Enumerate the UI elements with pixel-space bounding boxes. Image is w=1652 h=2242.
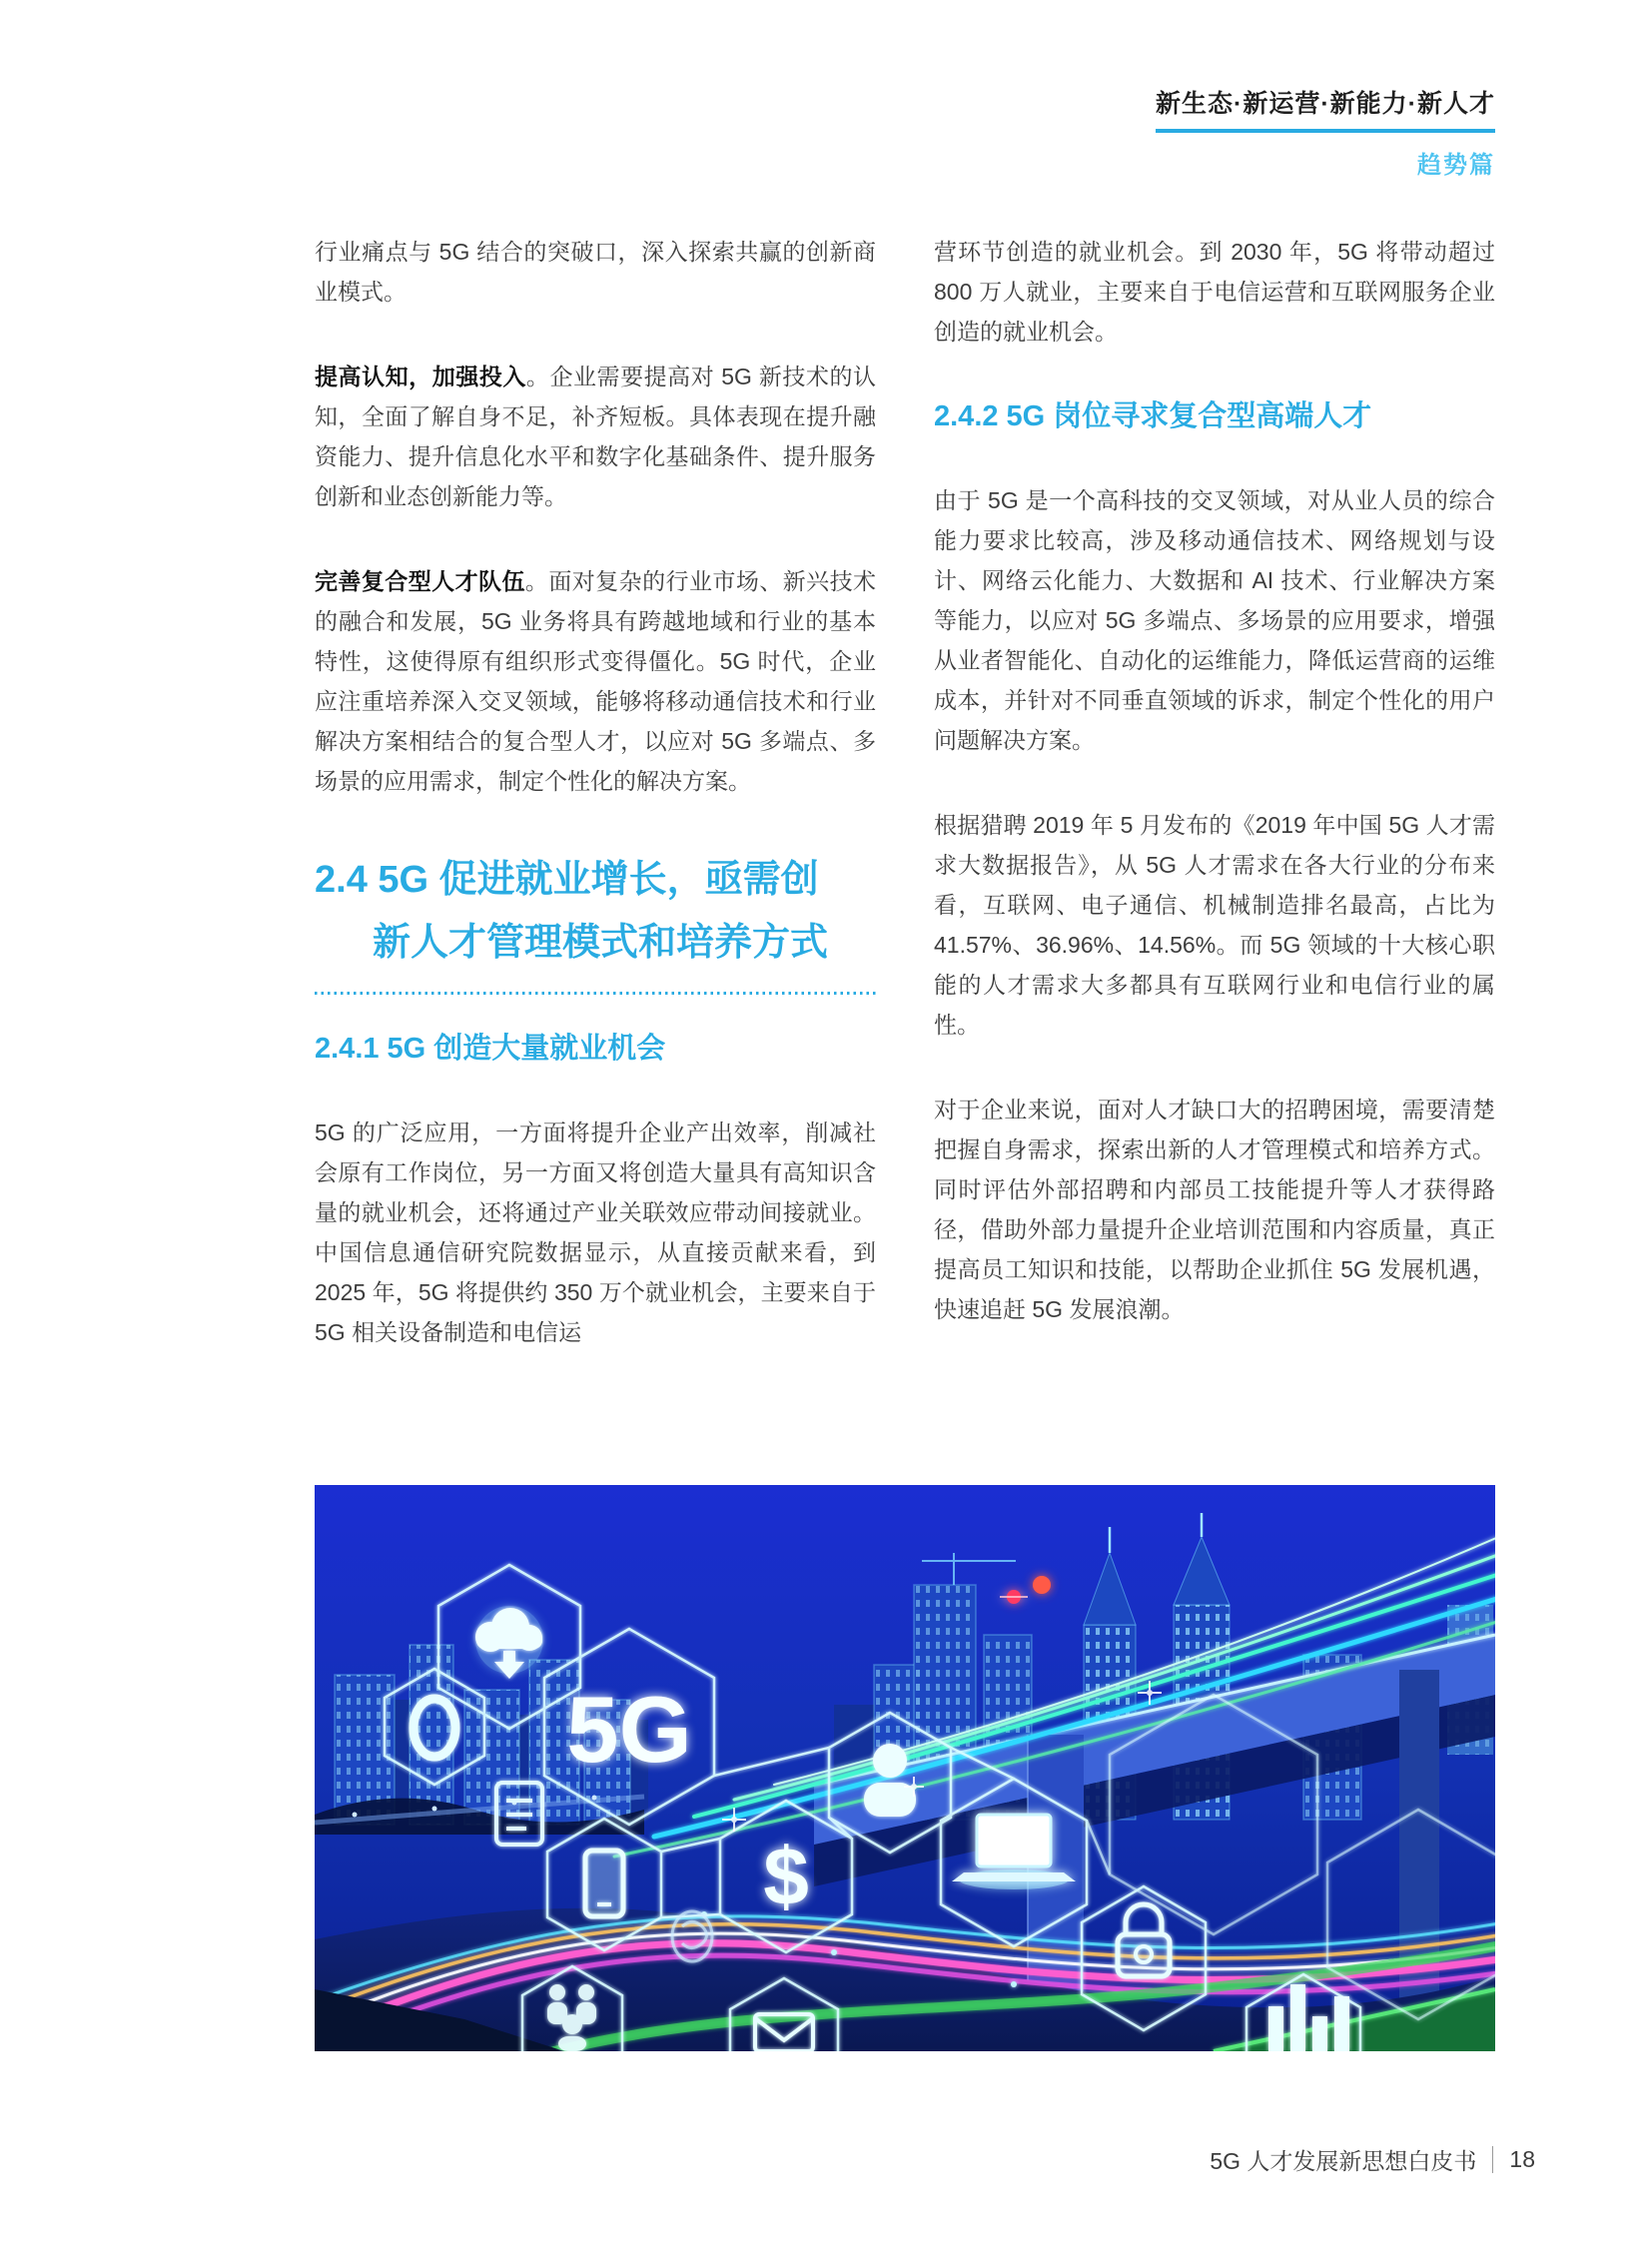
page-number: 18 xyxy=(1509,2146,1535,2172)
heading-line-1: 2.4 5G 促进就业增长，亟需创 xyxy=(315,859,819,901)
subsection-heading-2-4-2: 2.4.2 5G 岗位寻求复合型高端人才 xyxy=(934,400,1372,432)
hero-image xyxy=(315,1485,1495,2051)
page-footer xyxy=(1210,2143,1535,2176)
dollar-icon: $ xyxy=(763,1832,809,1922)
paragraph xyxy=(315,561,876,801)
paragraph: 根据猎聘 2019 年 5 月发布的《2019 年中国 5G 人才需求大数据报告》，从 5G 人才需求在各大行业的分布来看，互联网、电子通信、机械制造排名最高，占比为 41.57%、36.96%、14.56%。而 5G 领域的十大核心职能的人才需求大多都具有互联网行业和电信行业的属性。 xyxy=(934,812,1495,1038)
paragraph-lead: 完善复合型人才队伍 xyxy=(315,568,525,594)
right-column xyxy=(934,232,1495,1397)
dotted-divider xyxy=(315,992,876,995)
paragraph-body: 。企业需要提高对 5G 新技术的认知，全面了解自身不足，补齐短板。具体表现在提升融资能力、提升信息化水平和数字化基础条件、提升服务创新和业态创新能力等。 xyxy=(315,364,876,509)
book-title: 5G 人才发展新思想白皮书 xyxy=(1210,2148,1477,2174)
paragraph-body: 。面对复杂的行业市场、新兴技术的融合和发展，5G 业务将具有跨越地域和行业的基本特性，这使得原有组织形式变得僵化。5G 时代，企业应注重培养深入交叉领域，能够将移动通信技术和行业解决方案相结合的复合型人才，以应对 5G 多端点、多场景的应用需求，制定个性化的解决方案。 xyxy=(315,568,877,794)
smartphone-icon xyxy=(585,1851,623,1916)
heading-line-2: 新人才管理模式和培养方式 xyxy=(373,922,829,964)
paragraph xyxy=(315,357,876,516)
left-column xyxy=(315,232,876,1397)
section-tag: 趋势篇 xyxy=(1417,152,1495,179)
paragraph: 对于企业来说，面对人才缺口大的招聘困境，需要清楚把握自身需求，探索出新的人才管理模式和培养方式。同时评估外部招聘和内部员工技能提升等人才获得路径，借助外部力量提升企业培训范围和内容质量，真正提高员工知识和技能，以帮助企业抓住 5G 发展机遇，快速追赶 5G 发展浪潮。 xyxy=(934,1097,1495,1322)
5g-label: 5G xyxy=(566,1677,692,1782)
paragraph: 5G 的广泛应用，一方面将提升企业产出效率，削减社会原有工作岗位，另一方面又将创造大量具有高知识含量的就业机会，还将通过产业关联效应带动间接就业。中国信息通信研究院数据显示，从直接贡献来看，到 2025 年，5G 将提供约 350 万个就业机会，主要来自于 5G 相关设备制造和电信运 xyxy=(315,1120,876,1345)
section-heading-2-4 xyxy=(315,849,876,975)
header-slogan: 新生态·新运营·新能力·新人才 xyxy=(1156,84,1495,133)
paragraph: 营环节创造的就业机会。到 2030 年，5G 将带动超过 800 万人就业，主要来自于电信运营和互联网服务企业创造的就业机会。 xyxy=(934,239,1495,345)
footer-divider xyxy=(1492,2146,1493,2173)
paragraph-lead: 提高认知，加强投入 xyxy=(315,364,526,389)
subsection-heading-2-4-1: 2.4.1 5G 创造大量就业机会 xyxy=(315,1033,666,1065)
page-header xyxy=(315,84,1495,180)
paragraph: 行业痛点与 5G 结合的突破口，深入探索共赢的创新商业模式。 xyxy=(315,239,876,305)
5g-city-illustration xyxy=(315,1485,1495,2051)
paragraph: 由于 5G 是一个高科技的交叉领域，对从业人员的综合能力要求比较高，涉及移动通信技术、网络规划与设计、网络云化能力、大数据和 AI 技术、行业解决方案等能力，以应对 5G 多端点、多场景的应用要求，增强从业者智能化、自动化的运维能力，降低运营商的运维成本，并针对不同垂直领域的诉求，制定个性化的用户问题解决方案。 xyxy=(934,487,1495,753)
text-columns xyxy=(315,232,1495,1397)
